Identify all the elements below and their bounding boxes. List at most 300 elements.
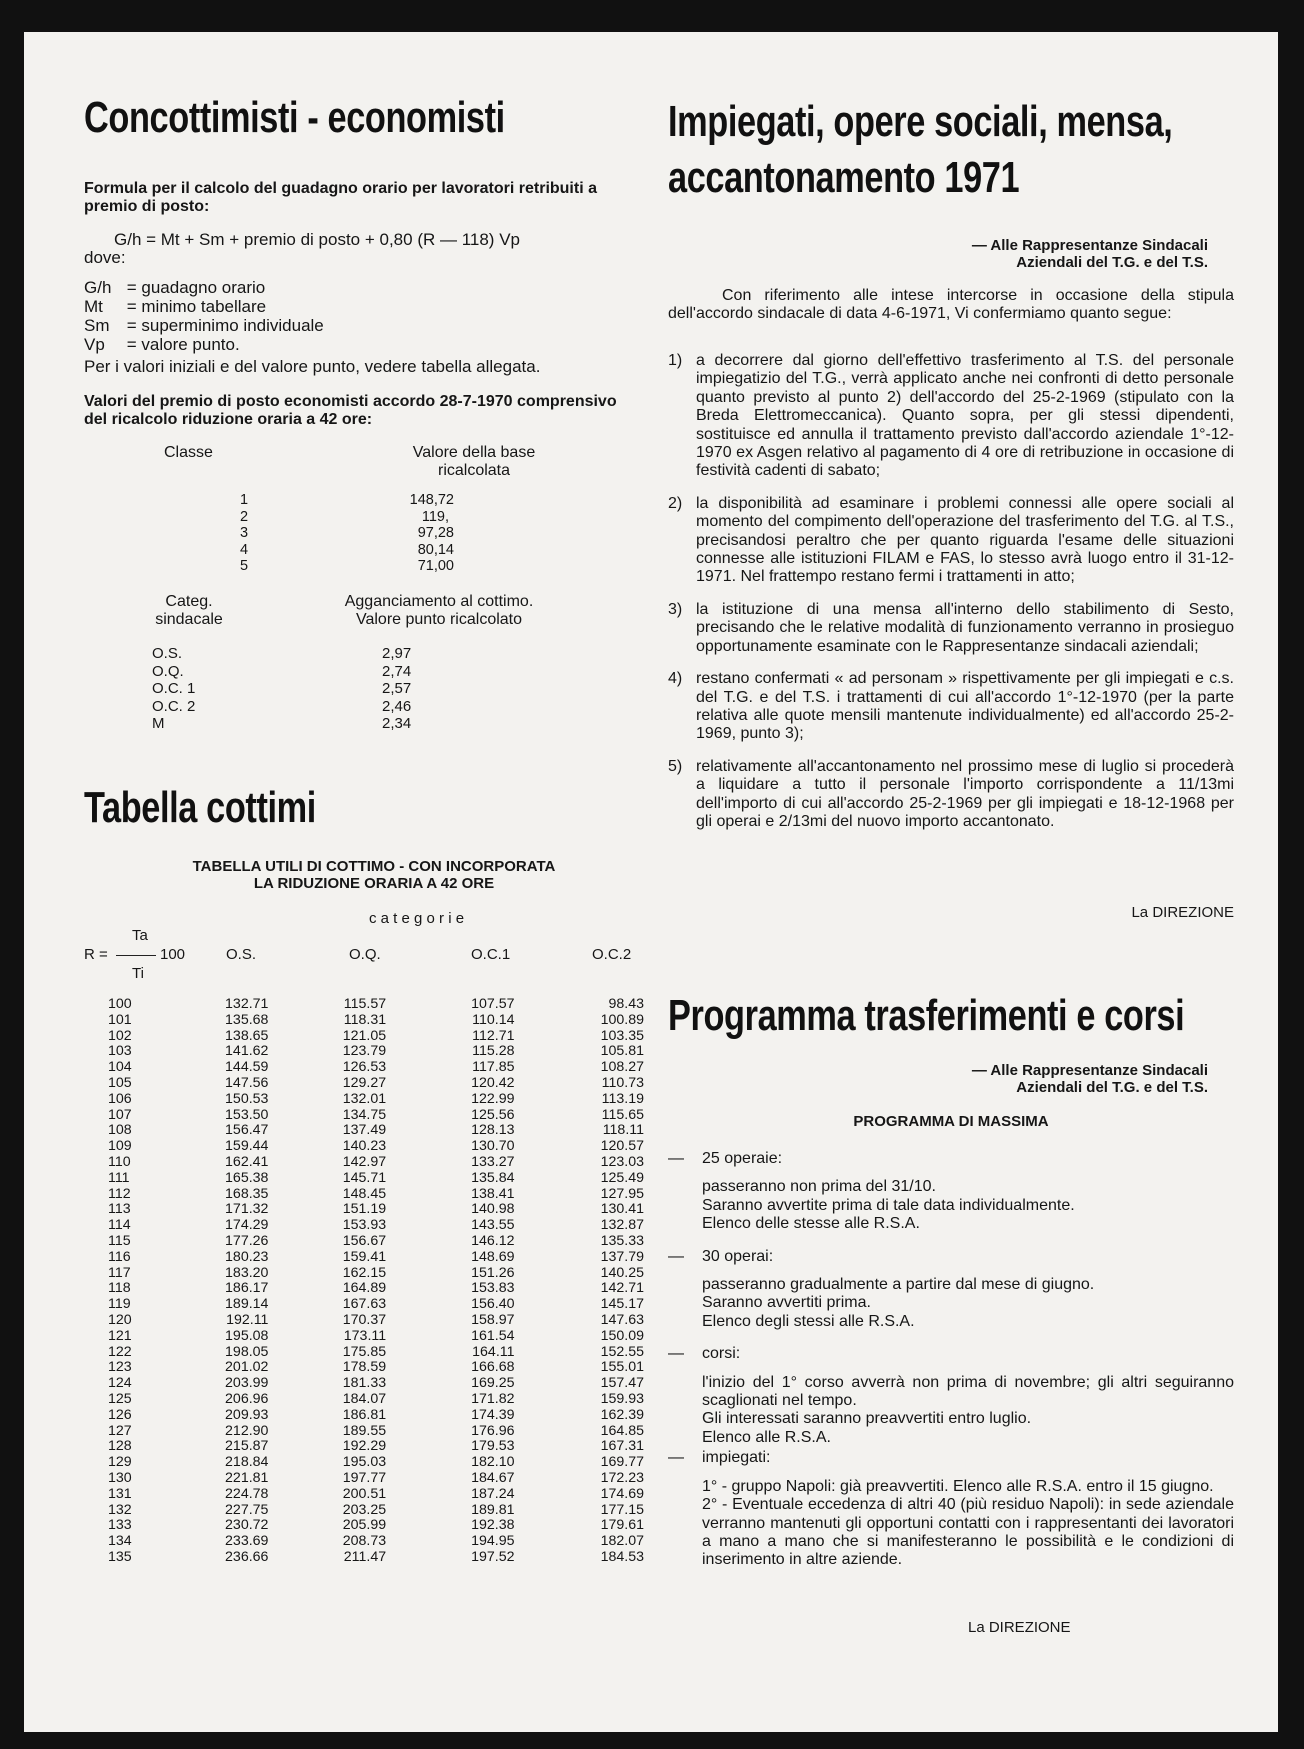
oq-cell: 167.63 [342, 1296, 387, 1313]
ratio-header [84, 927, 644, 987]
oc1-cell: 128.13 [471, 1122, 515, 1139]
oc1-cell: 187.24 [471, 1485, 515, 1502]
oq-cell: 178.59 [342, 1359, 387, 1376]
ratio-cell: 114 [108, 1217, 131, 1234]
oc1-cell: 176.96 [471, 1422, 515, 1439]
category-value: 2,97 [382, 645, 412, 662]
ratio-cell: 103 [108, 1043, 132, 1060]
program-entry-head: — 25 operaie: [668, 1150, 783, 1167]
ratio-cell: 101 [108, 1011, 132, 1028]
oc1-cell: 140.98 [471, 1201, 515, 1218]
category-row [152, 663, 492, 681]
os-cell: 180.23 [225, 1248, 269, 1265]
formula-dove: dove: [84, 248, 126, 267]
table-row [108, 1313, 644, 1329]
program-entry-body [702, 1478, 1234, 1570]
definition-text: = minimo tabellare [126, 297, 267, 316]
os-cell: 186.17 [225, 1280, 269, 1297]
table-row [108, 1503, 644, 1519]
oc2-cell: 113.19 [601, 1090, 644, 1107]
ratio-cell: 125 [108, 1390, 132, 1407]
os-cell: 153.50 [225, 1106, 269, 1123]
ratio-cell: 116 [108, 1248, 131, 1265]
oq-cell: 123.79 [342, 1043, 387, 1060]
oc2-cell: 108.27 [600, 1059, 644, 1076]
oq-cell: 126.53 [342, 1059, 387, 1076]
table-row [108, 1139, 644, 1155]
oc2-cell: 120.57 [600, 1138, 644, 1155]
oq-cell: 186.81 [342, 1406, 387, 1423]
category-value: 2,57 [382, 680, 412, 697]
point-item [668, 601, 1234, 656]
table-row [108, 1060, 644, 1076]
col-head-oc2: O.C.2 [592, 946, 632, 963]
ratio-prefix: R = [84, 946, 108, 963]
values-note: Per i valori iniziali e del valore punto, vedere tabella allegata. [84, 357, 541, 376]
premio-title: Valori del premio di posto economisti accordo 28-7-1970 comprensivo del ricalcolo riduzione oraria a 42 ore: [84, 393, 617, 428]
entry-line: Gli interessati saranno preavvertiti entro luglio. [702, 1410, 1032, 1428]
entry-line: Elenco delle stesse alle R.S.A. [702, 1215, 920, 1233]
table-row [108, 1329, 644, 1345]
oc2-cell: 98.43 [608, 996, 644, 1012]
table-row [108, 1266, 644, 1282]
oc2-cell: 184.53 [600, 1548, 644, 1565]
oc2-cell: 100.89 [600, 1011, 644, 1028]
table-row [108, 1218, 644, 1234]
class-number: 3 [239, 525, 249, 541]
oq-cell: 173.11 [343, 1327, 387, 1344]
oq-cell: 195.03 [342, 1454, 387, 1471]
table-row [108, 1455, 644, 1471]
oc2-cell: 167.31 [600, 1438, 644, 1455]
class-value: 119, [421, 508, 449, 525]
table-row [108, 1376, 644, 1392]
class-value: 80,14 [417, 541, 454, 558]
class-row [184, 542, 484, 559]
os-cell: 138.65 [225, 1027, 269, 1044]
oc2-cell: 130.41 [600, 1201, 644, 1218]
ratio-cell: 118 [108, 1280, 131, 1297]
oc2-cell: 137.79 [600, 1248, 644, 1265]
oc2-cell: 174.69 [600, 1485, 644, 1502]
ratio-cell: 120 [108, 1311, 132, 1328]
oq-cell: 140.23 [342, 1138, 387, 1155]
oq-cell: 148.45 [342, 1185, 387, 1202]
ratio-denominator: Ti [132, 965, 144, 982]
ratio-cell: 126 [108, 1406, 132, 1423]
table-row [108, 1013, 644, 1029]
impiegati-title-block [668, 94, 1248, 206]
addressee-line-1: — Alle Rappresentanze Sindacali [971, 237, 1208, 254]
oc2-cell: 105.81 [600, 1043, 644, 1060]
table-row [108, 1360, 644, 1376]
concottimisti-title: Concottimisti - economisti [84, 93, 505, 142]
table-row [108, 1408, 644, 1424]
definition-text: = valore punto. [126, 335, 240, 354]
entry-line: l'inizio del 1° corso avverrà non prima di novembre; gli altri seguiranno scaglionati nel tempo. [702, 1373, 1234, 1410]
oc2-cell: 110.73 [601, 1074, 644, 1091]
table-row [108, 1297, 644, 1313]
oc1-cell: 169.25 [471, 1375, 515, 1392]
impiegati-title: Impiegati, opere sociali, mensa, accantonamento 1971 [668, 97, 1173, 202]
oq-cell: 137.49 [342, 1122, 387, 1139]
oc2-cell: 169.77 [600, 1454, 644, 1471]
class-number: 2 [239, 508, 249, 525]
category-value: 2,46 [382, 697, 412, 715]
oc1-cell: 133.27 [471, 1153, 515, 1170]
program-entry-body [702, 1374, 1234, 1448]
table-row [108, 1424, 644, 1440]
ratio-cell: 115 [108, 1232, 131, 1249]
oc2-cell: 159.93 [600, 1390, 644, 1407]
table-row [108, 1171, 644, 1187]
oq-cell: 118.31 [343, 1011, 387, 1028]
point-number: 2) [668, 494, 683, 512]
point-item [668, 352, 1234, 481]
classes-table [184, 492, 484, 575]
oq-cell: 197.77 [342, 1469, 387, 1486]
col-head-os: O.S. [226, 946, 257, 963]
oc2-cell: 150.09 [600, 1327, 644, 1344]
class-value: 71,00 [417, 558, 454, 574]
oq-cell: 189.55 [342, 1422, 387, 1439]
table-row [108, 1439, 644, 1455]
category-name: O.Q. [152, 662, 184, 680]
os-cell: 227.75 [225, 1501, 269, 1518]
os-cell: 198.05 [225, 1343, 269, 1360]
cottimi-table [108, 997, 644, 1566]
os-cell: 168.35 [225, 1185, 269, 1202]
oq-cell: 134.75 [342, 1106, 387, 1123]
ratio-cell: 127 [108, 1422, 132, 1439]
points-list [668, 352, 1234, 845]
os-cell: 165.38 [225, 1169, 269, 1186]
category-value: 2,74 [382, 662, 412, 680]
definition-text: = guadagno orario [126, 278, 266, 297]
table-row [108, 1187, 644, 1203]
ratio-cell: 111 [108, 1169, 130, 1186]
oc2-cell: 145.17 [600, 1296, 644, 1313]
oc1-cell: 197.52 [471, 1548, 515, 1565]
oc1-cell: 182.10 [471, 1454, 515, 1471]
oq-cell: 156.67 [342, 1232, 387, 1249]
oc1-cell: 143.55 [471, 1217, 515, 1234]
program-entry-body [702, 1178, 1234, 1233]
oq-cell: 203.25 [342, 1501, 387, 1518]
ratio-cell: 122 [108, 1343, 132, 1360]
ratio-cell: 128 [108, 1438, 132, 1455]
oc1-cell: 164.11 [472, 1343, 515, 1360]
class-number: 1 [239, 492, 249, 508]
oc1-cell: 184.67 [471, 1469, 515, 1486]
point-number: 3) [668, 600, 683, 618]
oc1-cell: 158.97 [471, 1311, 515, 1328]
category-row [152, 680, 492, 698]
category-row [152, 698, 492, 716]
class-row [184, 509, 484, 526]
point-text: a decorrere dal giorno dell'effettivo trasferimento al T.S. del personale impiegatizio del T.G., verrà applicato anche nei confronti di detto personale quanto previsto al punto 2) dell'accordo del 25-2-1969 (stipulato con la Breda Elettromeccanica). Quanto sopra, per gli stessi dipendenti, sostituisce ed annulla il trattamento previsto dall'accordo aziendale 1°-12-1970 ex Asgen relativo al pagamento di 4 ore di retribuzione in occasione di festività cadenti di sabato; [696, 352, 1234, 480]
addressee2-line-1: — Alle Rappresentanze Sindacali [971, 1062, 1208, 1079]
table-row [108, 1392, 644, 1408]
os-cell: 183.20 [225, 1264, 269, 1281]
oc2-cell: 157.47 [600, 1375, 644, 1392]
ratio-bar [116, 955, 156, 956]
oc1-cell: 138.41 [471, 1185, 515, 1202]
oc1-cell: 107.57 [471, 996, 515, 1012]
oq-cell: 129.27 [342, 1074, 387, 1091]
os-cell: 177.26 [225, 1232, 269, 1249]
os-cell: 215.87 [225, 1438, 269, 1455]
point-item [668, 495, 1234, 587]
oc1-cell: 112.71 [472, 1027, 515, 1044]
os-cell: 189.14 [225, 1296, 269, 1313]
ratio-cell: 121 [108, 1327, 132, 1344]
definition-symbol: Sm [84, 316, 110, 335]
oq-cell: 153.93 [342, 1217, 387, 1234]
oc2-cell: 125.49 [600, 1169, 644, 1186]
point-number: 5) [668, 757, 683, 775]
ratio-cell: 112 [108, 1185, 131, 1202]
ratio-cell: 123 [108, 1359, 132, 1376]
table-row [108, 1281, 644, 1297]
point-text: la disponibilità ad esaminare i problemi connessi alle opere sociali al momento del compimento dell'operazione del trasferimento del T.G. al T.S., precisandosi peraltro che per quanto riguarda l'esame delle situazioni connesse alle istituzioni FILAM e FAS, lo stesso avrà luogo entro il 31-12-1971. Nel frattempo restano fermi i trattamenti in atto; [696, 494, 1234, 586]
addressee-line-2: Aziendali del T.G. e del T.S. [1016, 254, 1208, 271]
os-cell: 201.02 [225, 1359, 269, 1376]
ratio-cell: 130 [108, 1469, 132, 1486]
ratio-cell: 135 [108, 1548, 132, 1565]
table-row [108, 1518, 644, 1534]
os-cell: 212.90 [225, 1422, 269, 1439]
table-row [108, 1108, 644, 1124]
oc1-cell: 151.26 [471, 1264, 515, 1281]
table-row [108, 1345, 644, 1361]
program-entry-body [702, 1276, 1234, 1331]
oc2-cell: 135.33 [600, 1232, 644, 1249]
os-cell: 144.59 [225, 1059, 269, 1076]
ratio-cell: 124 [108, 1375, 132, 1392]
oc1-cell: 171.82 [471, 1390, 515, 1407]
oq-cell: 115.57 [343, 996, 387, 1012]
entry-line: Saranno avvertiti prima. [702, 1294, 871, 1312]
formula: G/h = Mt + Sm + premio di posto + 0,80 (R — 118) Vp [114, 230, 520, 249]
class-number: 5 [239, 558, 249, 574]
os-cell: 174.29 [225, 1217, 269, 1234]
oq-cell: 205.99 [342, 1517, 387, 1534]
oc2-cell: 118.11 [602, 1122, 644, 1139]
oc1-cell: 179.53 [471, 1438, 515, 1455]
categ-header: Categ. sindacale [155, 593, 223, 628]
definition-row [84, 278, 324, 297]
class-row [184, 525, 484, 542]
definition-symbol: Vp [84, 335, 105, 354]
os-cell: 156.47 [225, 1122, 269, 1139]
col-head-oq: O.Q. [349, 946, 381, 963]
oq-cell: 142.97 [342, 1153, 387, 1170]
table-row [108, 1155, 644, 1171]
entry-line: Elenco alle R.S.A. [702, 1428, 831, 1446]
oq-cell: 208.73 [342, 1533, 387, 1550]
entry-line: 2° - Eventuale eccedenza di altri 40 (più residuo Napoli): in sede aziendale verranno mantenuti gli opportuni contatti con i rappresentanti dei lavoratori a mano a mano che si manifesteranno le possibilità e le condizioni di inserimento in altre aziende. [702, 1496, 1234, 1569]
oc2-cell: 172.23 [600, 1469, 644, 1486]
point-item [668, 670, 1234, 744]
class-row [184, 492, 484, 509]
os-cell: 206.96 [225, 1390, 269, 1407]
ratio-suffix: 100 [160, 946, 186, 963]
oq-cell: 211.47 [343, 1548, 387, 1565]
oc1-cell: 115.28 [472, 1043, 515, 1060]
programma-title: Programma trasferimenti e corsi [668, 991, 1185, 1040]
ratio-cell: 105 [108, 1074, 132, 1091]
os-cell: 203.99 [225, 1375, 269, 1392]
point-number: 4) [668, 670, 683, 688]
classe-header: Classe [164, 444, 213, 461]
class-value: 97,28 [417, 525, 454, 541]
os-cell: 135.68 [225, 1011, 269, 1028]
oc1-cell: 130.70 [471, 1138, 515, 1155]
definition-row [84, 297, 324, 316]
cottimi-table-body [108, 997, 644, 1566]
os-cell: 230.72 [225, 1517, 269, 1534]
oc2-cell: 182.07 [600, 1533, 644, 1550]
category-row [152, 645, 492, 663]
oc2-cell: 140.25 [600, 1264, 644, 1281]
oc2-cell: 132.87 [600, 1217, 644, 1234]
ratio-cell: 104 [108, 1059, 132, 1076]
entry-line: passeranno non prima del 31/10. [702, 1178, 936, 1196]
intro-paragraph: Con riferimento alle intese intercorse in occasione della stipula dell'accordo sindacale di data 4-6-1971, Vi confermiamo quanto segue: [668, 287, 1234, 323]
oc1-cell: 120.42 [471, 1074, 515, 1091]
oc2-cell: 127.95 [600, 1185, 644, 1202]
definitions-list [84, 278, 324, 354]
oq-cell: 145.71 [342, 1169, 387, 1186]
os-cell: 159.44 [225, 1138, 269, 1155]
oc2-cell: 155.01 [600, 1359, 644, 1376]
os-cell: 132.71 [225, 996, 269, 1012]
program-entry-head: — 30 operai: [668, 1247, 774, 1265]
aggancio-header: Agganciamento al cottimo. Valore punto ricalcolato [344, 593, 534, 628]
oc1-cell: 166.68 [471, 1359, 515, 1376]
definition-row [84, 316, 324, 335]
category-value: 2,34 [382, 715, 412, 732]
os-cell: 209.93 [225, 1406, 269, 1423]
oq-cell: 184.07 [342, 1390, 387, 1407]
ratio-numerator: Ta [132, 927, 148, 944]
table-row [108, 1029, 644, 1045]
oq-cell: 121.05 [342, 1027, 387, 1044]
ratio-cell: 109 [108, 1138, 132, 1155]
os-cell: 221.81 [225, 1469, 269, 1486]
oc1-cell: 189.81 [471, 1501, 515, 1518]
os-cell: 171.32 [225, 1201, 269, 1218]
entry-head: 25 operaie: [702, 1150, 783, 1167]
definition-symbol: Mt [84, 297, 103, 316]
oc1-cell: 174.39 [471, 1406, 515, 1423]
oc1-cell: 135.84 [471, 1169, 515, 1186]
formula-intro: Formula per il calcolo del guadagno orario per lavoratori retribuiti a premio di posto: [84, 180, 597, 215]
oc1-cell: 117.85 [472, 1059, 515, 1076]
entry-head: impiegati: [702, 1449, 771, 1467]
oq-cell: 159.41 [342, 1248, 387, 1265]
table-row [108, 997, 644, 1013]
program-entry-head: — corsi: [668, 1345, 741, 1363]
entry-line: Elenco degli stessi alle R.S.A. [702, 1312, 915, 1330]
table-row [108, 1092, 644, 1108]
table-row [108, 1076, 644, 1092]
entry-line: Saranno avvertite prima di tale data individualmente. [702, 1196, 1075, 1214]
os-cell: 147.56 [225, 1074, 269, 1091]
categorie-label: c a t e g o r i e [369, 910, 465, 927]
os-cell: 192.11 [226, 1311, 269, 1328]
entry-head: 30 operai: [702, 1247, 774, 1265]
oc2-cell: 177.15 [600, 1501, 644, 1518]
definition-row [84, 335, 324, 354]
point-text: relativamente all'accantonamento nel prossimo mese di luglio si procederà a liquidare a tutto il personale l'importo corrispondente a 11/13mi dell'importo di cui all'accordo 25-2-1969 per gli impiegati e 18-12-1968 per gli operai e 2/13mi del nuovo importo accantonato. [696, 757, 1234, 830]
oc1-cell: 192.38 [471, 1517, 515, 1534]
oc2-cell: 152.55 [600, 1343, 644, 1360]
ratio-cell: 131 [108, 1485, 132, 1502]
oc2-cell: 103.35 [600, 1027, 644, 1044]
oc1-cell: 146.12 [471, 1232, 515, 1249]
oc2-cell: 162.39 [600, 1406, 644, 1423]
point-number: 1) [668, 352, 683, 369]
ratio-cell: 132 [108, 1501, 132, 1518]
category-row [152, 715, 492, 733]
signature-1: La DIREZIONE [1131, 904, 1234, 921]
oc1-cell: 110.14 [472, 1011, 515, 1028]
magazine-page [24, 32, 1278, 1732]
entry-line: passeranno gradualmente a partire dal mese di giugno. [702, 1276, 1095, 1294]
ratio-cell: 100 [108, 996, 132, 1012]
col-head-oc1: O.C.1 [471, 946, 511, 963]
oq-cell: 175.85 [342, 1343, 387, 1360]
oq-cell: 164.89 [342, 1280, 387, 1297]
oc2-cell: 115.65 [601, 1106, 644, 1123]
oq-cell: 200.51 [342, 1485, 387, 1502]
category-name: O.S. [152, 645, 183, 662]
oc2-cell: 147.63 [600, 1311, 644, 1328]
table-row [108, 1044, 644, 1060]
category-name: O.C. 1 [152, 680, 196, 697]
oc2-cell: 179.61 [600, 1517, 644, 1534]
table-row [108, 1123, 644, 1139]
entry-line: 1° - gruppo Napoli: già preavvertiti. Elenco alle R.S.A. entro il 15 giugno. [702, 1477, 1214, 1495]
table-row [108, 1471, 644, 1487]
oq-cell: 162.15 [342, 1264, 387, 1281]
class-number: 4 [239, 541, 249, 558]
point-text: la istituzione di una mensa all'interno dello stabilimento di Sesto, precisando che le relative modalità di funzionamento verranno in prosieguo opportunamente esaminate con le Rappresentanze sindacali aziendali; [696, 600, 1234, 655]
table-row [108, 1250, 644, 1266]
os-cell: 224.78 [225, 1485, 269, 1502]
programma-list [668, 1150, 1234, 1570]
os-cell: 150.53 [225, 1090, 269, 1107]
table-row [108, 1550, 644, 1566]
os-cell: 236.66 [225, 1548, 269, 1565]
ratio-cell: 117 [108, 1264, 131, 1281]
point-item [668, 758, 1234, 832]
definition-text: = superminimo individuale [126, 316, 324, 335]
oc1-cell: 156.40 [471, 1296, 515, 1313]
class-value: 148,72 [409, 492, 454, 508]
table-row [108, 1534, 644, 1550]
table-row [108, 1202, 644, 1218]
entry-head: corsi: [702, 1345, 741, 1363]
valore-header: Valore della base ricalcolata [412, 444, 536, 479]
oc1-cell: 148.69 [471, 1248, 515, 1265]
ratio-cell: 102 [108, 1027, 132, 1044]
table-row [108, 1487, 644, 1503]
class-row [184, 558, 484, 575]
ratio-cell: 119 [108, 1296, 131, 1313]
